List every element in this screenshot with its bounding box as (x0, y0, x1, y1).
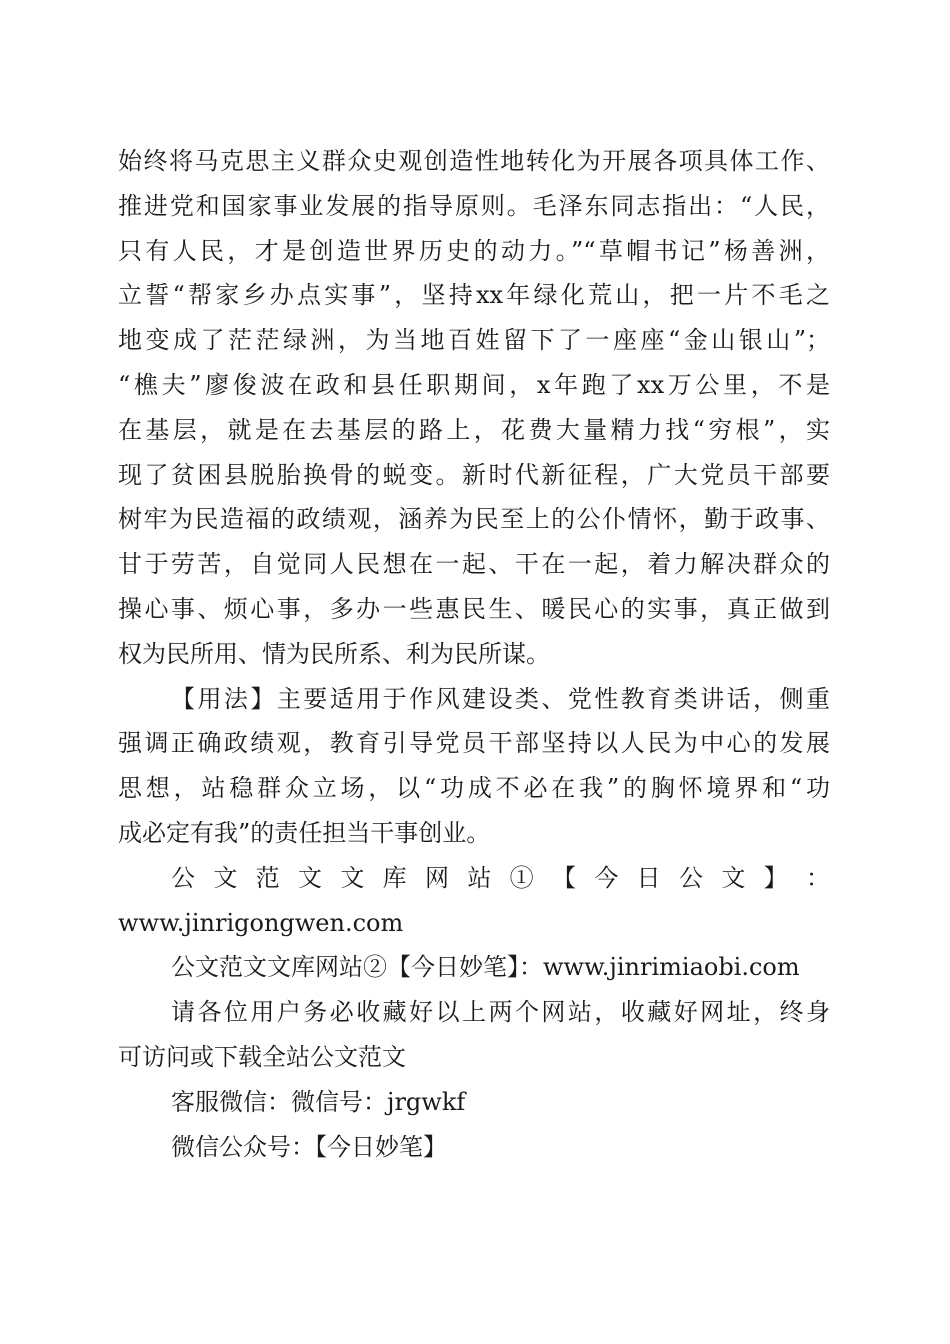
paragraph-line: 操心事、烦心事，多办一些惠民生、暖民心的实事，真正做到 (118, 594, 830, 623)
paragraph-line: 现了贫困县脱胎换骨的蜕变。新时代新征程，广大党员干部要 (118, 460, 830, 489)
paragraph-line: 始终将马克思主义群众史观创造性地转化为开展各项具体工作、 (118, 147, 830, 175)
paragraph-line: 推进党和国家事业发展的指导原则。毛泽东同志指出：“人民， (118, 191, 830, 220)
usage-line: 成必定有我”的责任担当干事创业。 (118, 818, 491, 847)
paragraph-line: 立誓“帮家乡办点实事”，坚持xx年绿化荒山，把一片不毛之 (118, 281, 830, 310)
paragraph-line: 甘于劳苦，自觉同人民想在一起、干在一起，着力解决群众的 (118, 550, 830, 579)
site-1-info (118, 856, 830, 946)
wechat-service: 客服微信：微信号：jrgwkf (171, 1087, 466, 1116)
document-page (118, 139, 830, 1169)
paragraph-line: 树牢为民造福的政绩观，涵养为民至上的公仆情怀，勤于政事、 (118, 505, 830, 534)
paragraph-line: “樵夫”廖俊波在政和县任职期间，x年跑了xx万公里，不是 (118, 370, 830, 399)
paragraph-line: 权为民所用、情为民所系、利为民所谋。 (118, 639, 550, 668)
site-2-line[interactable]: 公文范文文库网站②【今日妙笔】：www.jinrimiaobi.com (171, 953, 800, 982)
notice-line: 请各位用户务必收藏好以上两个网站，收藏好网址，终身 (171, 998, 830, 1027)
wechat-public-account: 微信公众号：【今日妙笔】 (171, 1132, 447, 1161)
site-1-url[interactable]: www.jinrigongwen.com (118, 908, 404, 937)
usage-line: 【用法】主要适用于作风建设类、党性教育类讲话，侧重 (171, 684, 830, 713)
paragraph-line: 地变成了茫茫绿洲，为当地百姓留下了一座座“金山银山”； (118, 326, 830, 355)
notice-paragraph (118, 990, 830, 1080)
usage-paragraph (118, 677, 830, 856)
body-paragraph (118, 139, 830, 677)
site-2-info (118, 945, 830, 990)
usage-line: 强调正确政绩观，教育引导党员干部坚持以人民为中心的发展 (118, 729, 830, 758)
site-1-label: 公 文 范 文 文 库 网 站 ① 【 今 日 公 文 】 ： (171, 863, 830, 892)
paragraph-line: 在基层，就是在去基层的路上，花费大量精力找“穷根”，实 (118, 415, 830, 444)
paragraph-line: 只有人民，才是创造世界历史的动力。”“草帽书记”杨善洲， (118, 236, 830, 265)
notice-line: 可访问或下载全站公文范文 (118, 1042, 406, 1071)
usage-line: 思想，站稳群众立场，以“功成不必在我”的胸怀境界和“功 (118, 774, 830, 803)
